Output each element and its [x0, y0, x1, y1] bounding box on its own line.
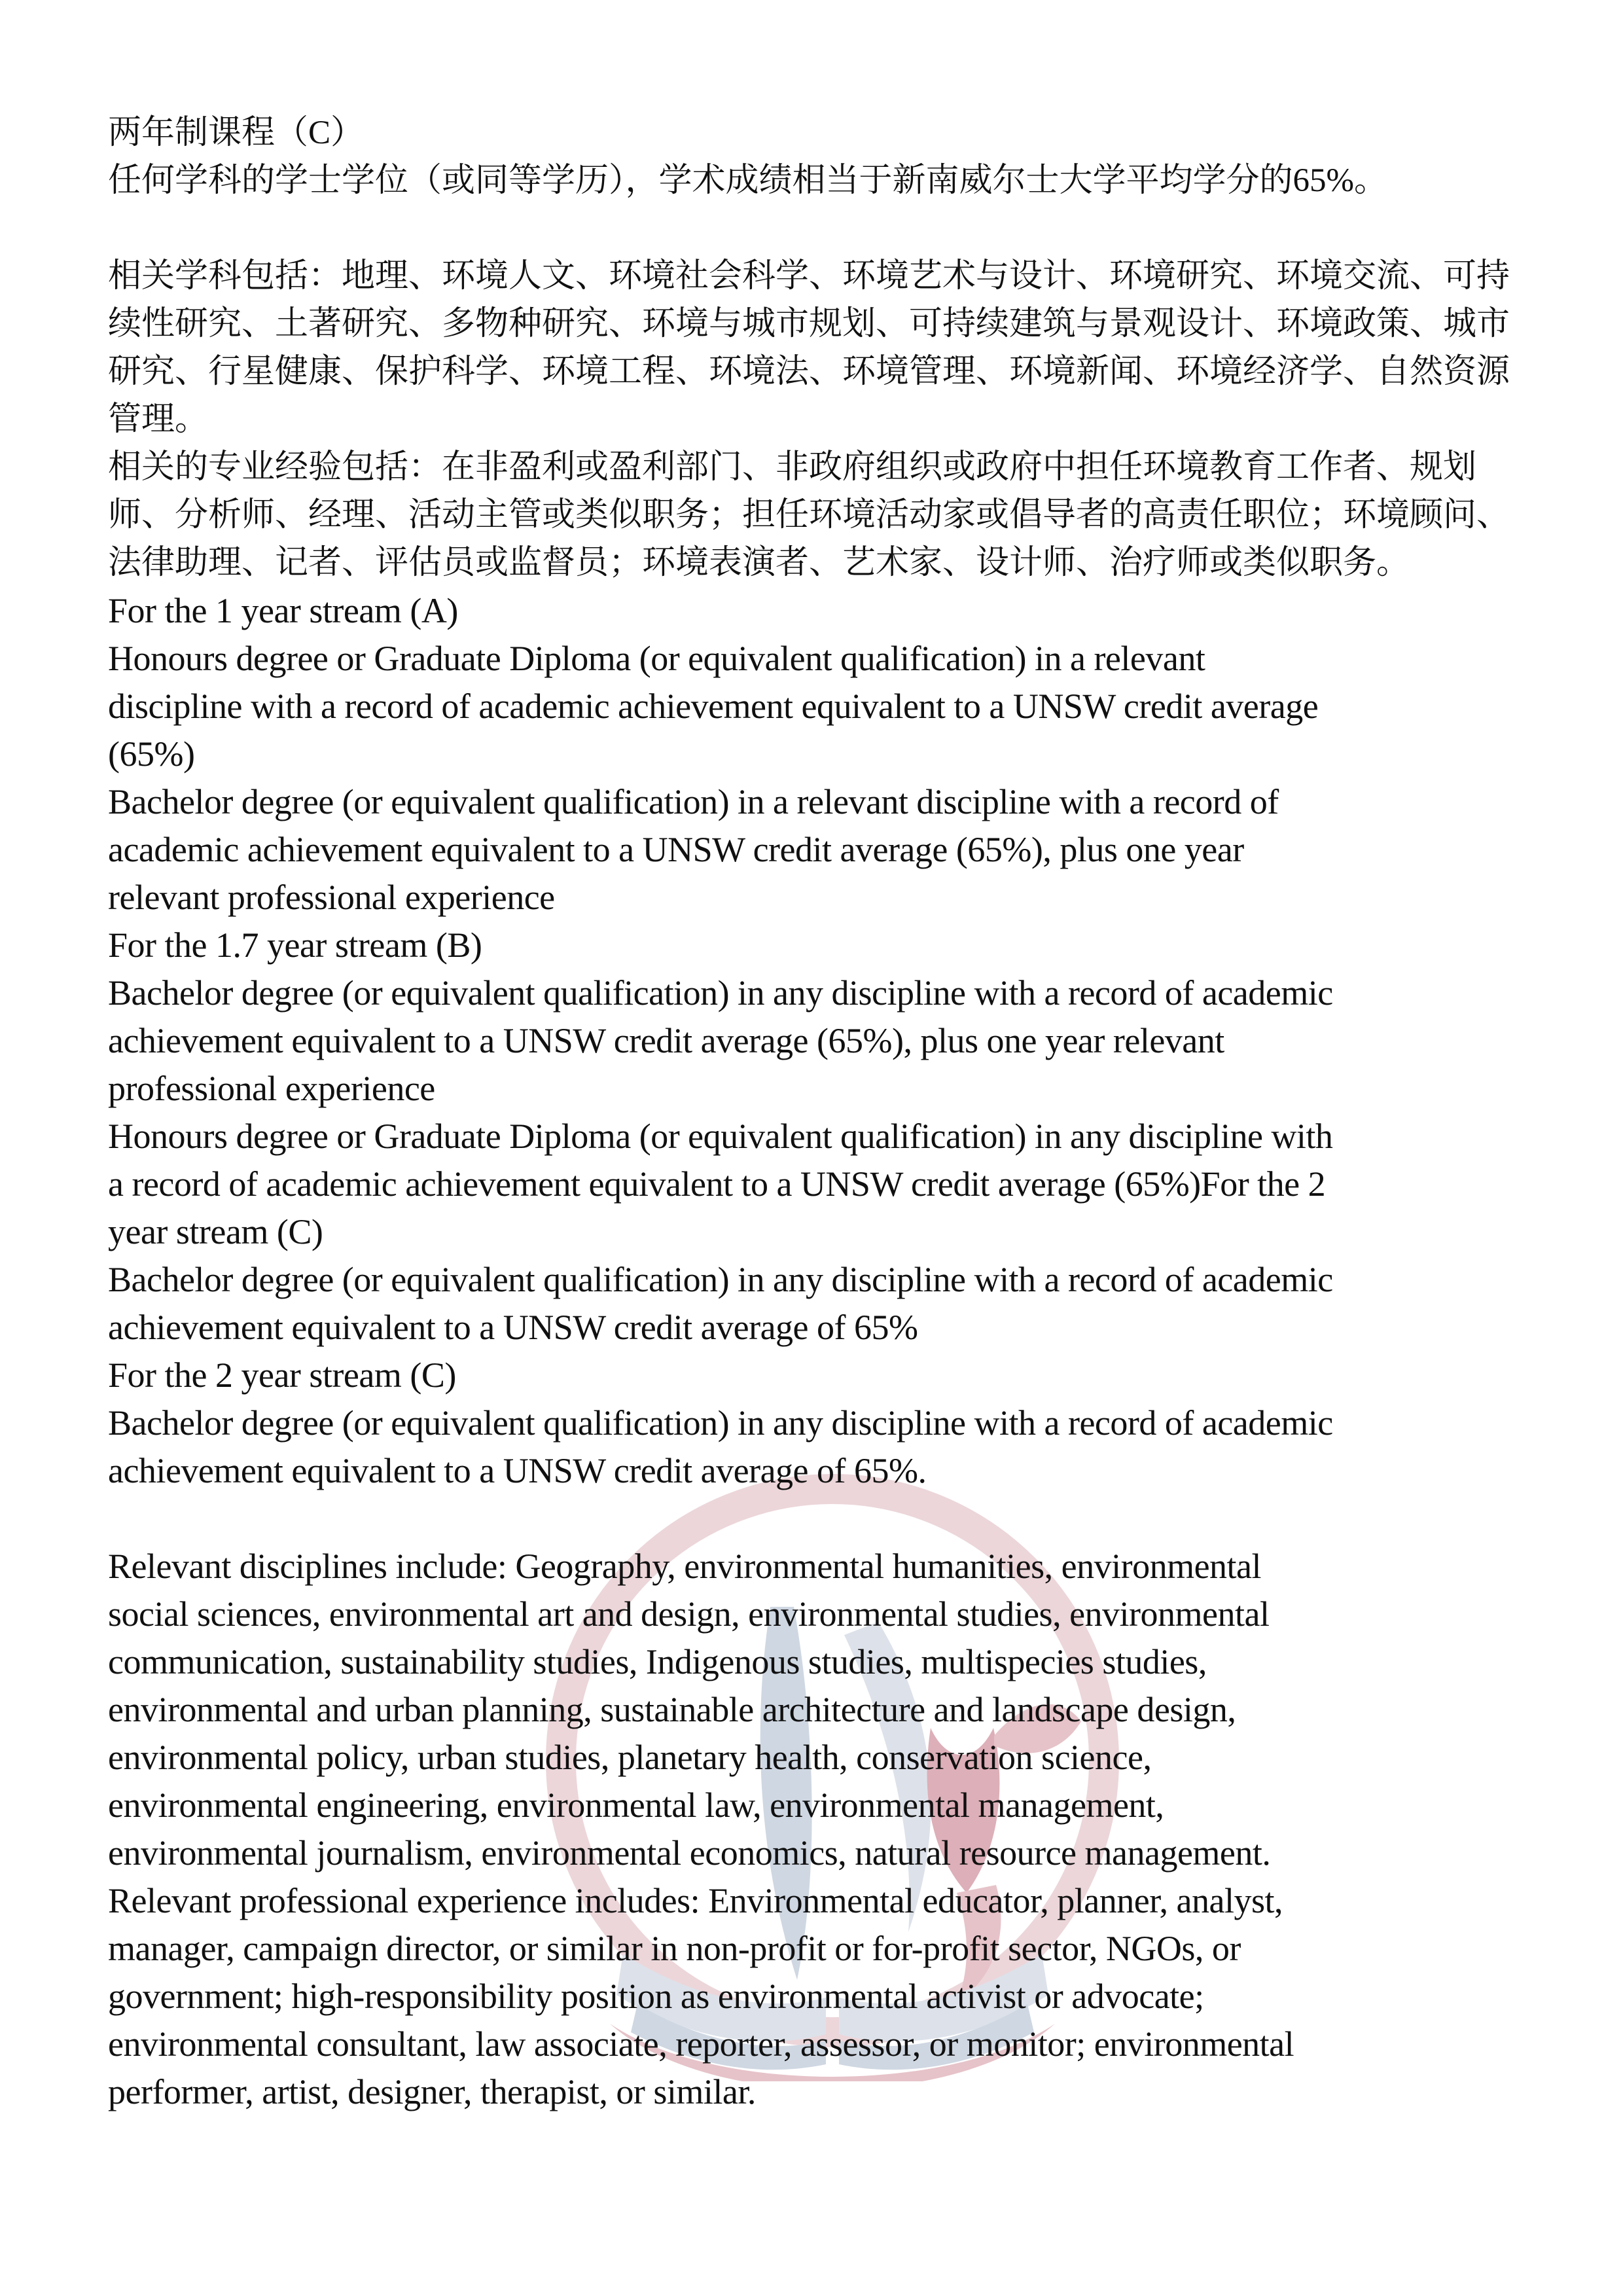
text-line-31: Relevant disciplines include: Geography, environmental humanities, environmental	[108, 1547, 1262, 1586]
text-line-18: For the 1.7 year stream (B)	[108, 925, 482, 965]
text-line-12: Honours degree or Graduate Diploma (or equivalent qualification) in a relevant	[108, 639, 1205, 678]
text-line-34: environmental and urban planning, sustainable architecture and landscape design,	[108, 1690, 1236, 1729]
text-line-30	[108, 1495, 1522, 1543]
text-line-7: 管理。	[108, 401, 209, 438]
text-line-4: 相关学科包括：地理、环境人文、环境社会科学、环境艺术与设计、环境研究、环境交流、可持	[108, 258, 1510, 295]
text-line-20: achievement equivalent to a UNSW credit average (65%), plus one year relevant	[108, 1021, 1224, 1060]
text-line-10: 法律助理、记者、评估员或监督员；环境表演者、艺术家、设计师、治疗师或类似职务。	[108, 545, 1410, 581]
text-line-26: achievement equivalent to a UNSW credit average of 65%	[108, 1308, 918, 1347]
text-line-21: professional experience	[108, 1069, 435, 1108]
text-line-17: relevant professional experience	[108, 878, 555, 917]
text-line-36: environmental engineering, environmental law, environmental management,	[108, 1785, 1164, 1825]
text-block	[108, 109, 1522, 2116]
text-line-16: academic achievement equivalent to a UNSW credit average (65%), plus one year	[108, 830, 1244, 869]
text-line-27: For the 2 year stream (C)	[108, 1355, 456, 1395]
text-line-13: discipline with a record of academic achievement equivalent to a UNSW credit average	[108, 687, 1319, 726]
text-line-22: Honours degree or Graduate Diploma (or equivalent qualification) in any discipline with	[108, 1117, 1333, 1156]
text-line-23: a record of academic achievement equivalent to a UNSW credit average (65%)For the 2	[108, 1164, 1326, 1204]
text-line-19: Bachelor degree (or equivalent qualification) in any discipline with a record of academic	[108, 973, 1333, 1013]
text-line-1: 两年制课程（C）	[108, 115, 365, 151]
text-line-11: For the 1 year stream (A)	[108, 591, 458, 630]
text-line-3	[108, 205, 1522, 253]
text-line-14: (65%)	[108, 734, 195, 774]
text-line-15: Bachelor degree (or equivalent qualification) in a relevant discipline with a record of	[108, 782, 1279, 821]
text-line-35: environmental policy, urban studies, planetary health, conservation science,	[108, 1738, 1152, 1777]
text-line-38: Relevant professional experience includes: Environmental educator, planner, analyst,	[108, 1881, 1283, 1920]
text-line-29: achievement equivalent to a UNSW credit average of 65%.	[108, 1451, 927, 1490]
text-line-42: performer, artist, designer, therapist, or similar.	[108, 2072, 756, 2111]
text-line-28: Bachelor degree (or equivalent qualification) in any discipline with a record of academic	[108, 1403, 1333, 1443]
text-line-2: 任何学科的学士学位（或同等学历），学术成绩相当于新南威尔士大学平均学分的65%。	[108, 162, 1387, 199]
text-line-5: 续性研究、土著研究、多物种研究、环境与城市规划、可持续建筑与景观设计、环境政策、城市	[108, 306, 1510, 342]
text-line-6: 研究、行星健康、保护科学、环境工程、环境法、环境管理、环境新闻、环境经济学、自然资源	[108, 353, 1510, 390]
text-line-40: government; high-responsibility position as environmental activist or advocate;	[108, 1977, 1204, 2016]
text-line-32: social sciences, environmental art and design, environmental studies, environmental	[108, 1594, 1270, 1634]
text-line-8: 相关的专业经验包括：在非盈利或盈利部门、非政府组织或政府中担任环境教育工作者、规划	[108, 449, 1477, 486]
text-line-33: communication, sustainability studies, Indigenous studies, multispecies studies,	[108, 1642, 1207, 1681]
text-line-41: environmental consultant, law associate, reporter, assessor, or monitor; environmental	[108, 2024, 1294, 2064]
text-line-25: Bachelor degree (or equivalent qualification) in any discipline with a record of academic	[108, 1260, 1333, 1299]
text-line-37: environmental journalism, environmental economics, natural resource management.	[108, 1833, 1271, 1873]
text-line-39: manager, campaign director, or similar in non-profit or for-profit sector, NGOs, or	[108, 1929, 1241, 1968]
text-line-24: year stream (C)	[108, 1212, 323, 1251]
text-line-9: 师、分析师、经理、活动主管或类似职务；担任环境活动家或倡导者的高责任职位；环境顾问、	[108, 497, 1510, 533]
